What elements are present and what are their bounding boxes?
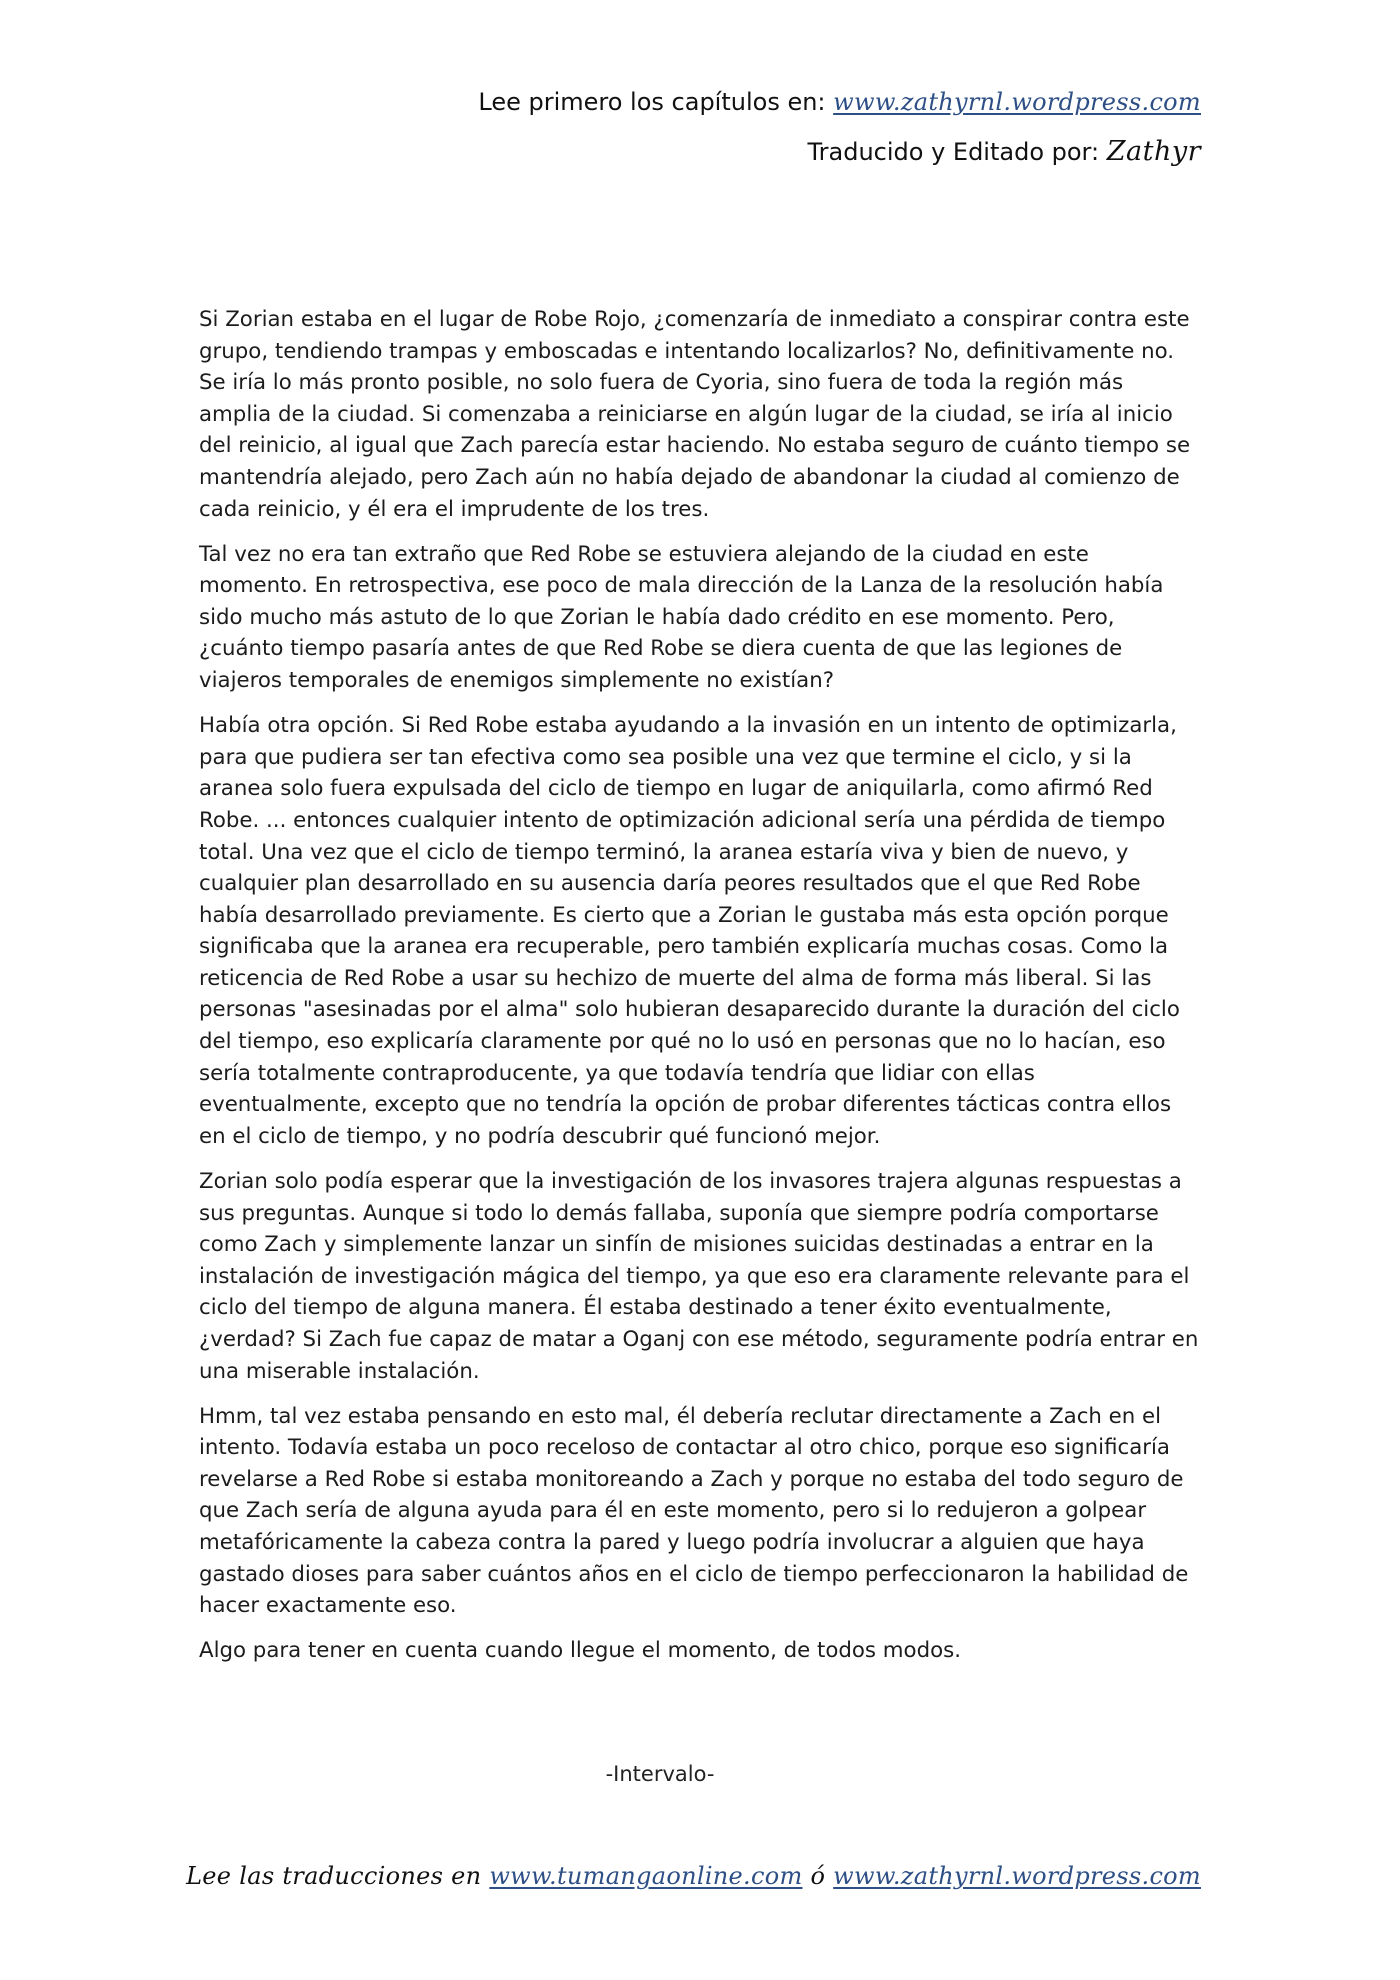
paragraph-2: Tal vez no era tan extraño que Red Robe se estuviera alejando de la ciudad en este momento. En retrospectiva, ese poco de mala dirección de la Lanza de la resolución había sido mucho más astuto de lo que Zorian le había dado crédito en ese momento. Pero, ¿cuánto tiempo pasaría antes de que Red Robe se diera cuenta de que las legiones de viajeros temporales de enemigos simplemente no existían? — [199, 541, 1164, 694]
footer-blog-link[interactable]: www.zathyrnl.wordpress.com — [833, 1862, 1201, 1890]
footer-conjunction: ó — [810, 1862, 826, 1890]
footer-prefix: Lee las traducciones en — [186, 1862, 482, 1890]
section-separator: -Intervalo- — [605, 1762, 715, 1786]
header-read-first — [478, 88, 1201, 116]
header-credits — [808, 136, 1201, 167]
translated-label: Traducido y Editado por: — [807, 138, 1100, 166]
paragraph-1: Si Zorian estaba en el lugar de Robe Rojo, ¿comenzaría de inmediato a conspirar contra este grupo, tendiendo trampas y emboscadas e intentando localizarlos? No, definitivamente no. Se iría lo más pronto posible, no solo fuera de Cyoria, sino fuera de toda la región más amplia de la ciudad. Si comenzaba a reiniciarse en algún lugar de la ciudad, se iría al inicio del reinicio, al igual que Zach parecía estar haciendo. No estaba seguro de cuánto tiempo se mantendría alejado, pero Zach aún no había dejado de abandonar la ciudad al comienzo de cada reinicio, y él era el imprudente de los tres. — [199, 307, 1191, 522]
tumangaonline-link[interactable]: www.tumangaonline.com — [489, 1862, 803, 1890]
translator-name: Zathyr — [1106, 136, 1201, 167]
footer-translations — [186, 1862, 1201, 1890]
paragraph-4: Zorian solo podía esperar que la investigación de los invasores trajera algunas respuestas a sus preguntas. Aunque si todo lo demás fallaba, suponía que siempre podría comportarse como Zach y simplemente lanzar un sinfín de misiones suicidas destinadas a entrar en la instalación de investigación mágica del tiempo, ya que eso era claramente relevante para el ciclo del tiempo de alguna manera. Él estaba destinado a tener éxito eventualmente, ¿verdad? Si Zach fue capaz de matar a Oganj con ese método, seguramente podría entrar en una miserable instalación. — [199, 1168, 1199, 1384]
paragraph-5: Hmm, tal vez estaba pensando en esto mal, él debería reclutar directamente a Zach en el intento. Todavía estaba un poco receloso de contactar al otro chico, porque eso significaría revelarse a Red Robe si estaba monitoreando a Zach y porque no estaba del todo seguro de que Zach sería de alguna ayuda para él en este momento, pero si lo redujeron a golpear metafóricamente la cabeza contra la pared y luego podría involucrar a alguien que haya gastado dioses para saber cuántos años en el ciclo de tiempo perfeccionaron la habilidad de hacer exactamente eso. — [199, 1403, 1189, 1619]
chapter-body — [199, 304, 1199, 1680]
read-first-label: Lee primero los capítulos en: — [478, 88, 826, 116]
paragraph-6: Algo para tener en cuenta cuando llegue el momento, de todos modos. — [199, 1638, 961, 1664]
paragraph-3: Había otra opción. Si Red Robe estaba ayudando a la invasión en un intento de optimizarla, para que pudiera ser tan efectiva como sea posible una vez que termine el ciclo, y si la aranea solo fuera expulsada del ciclo de tiempo en lugar de aniquilarla, como afirmó Red Robe. ... entonces cualquier intento de optimización adicional sería una pérdida de tiempo total. Una vez que el ciclo de tiempo terminó, la aranea estaría viva y bien de nuevo, y cualquier plan desarrollado en su ausencia daría peores resultados que el que Red Robe había desarrollado previamente. Es cierto que a Zorian le gustaba más esta opción porque significaba que la aranea era recuperable, pero también explicaría muchas cosas. Como la reticencia de Red Robe a usar su hechizo de muerte del alma de forma más liberal. Si las personas "asesinadas por el alma" solo hubieran desaparecido durante la duración del ciclo del tiempo, eso explicaría claramente por qué no lo usó en personas que no lo hacían, eso sería totalmente contraproducente, ya que todavía tendría que lidiar con ellas eventualmente, excepto que no tendría la opción de probar diferentes tácticas contra ellos en el ciclo de tiempo, y no podría descubrir qué funcionó mejor. — [199, 713, 1180, 1149]
blog-link[interactable]: www.zathyrnl.wordpress.com — [833, 88, 1201, 116]
